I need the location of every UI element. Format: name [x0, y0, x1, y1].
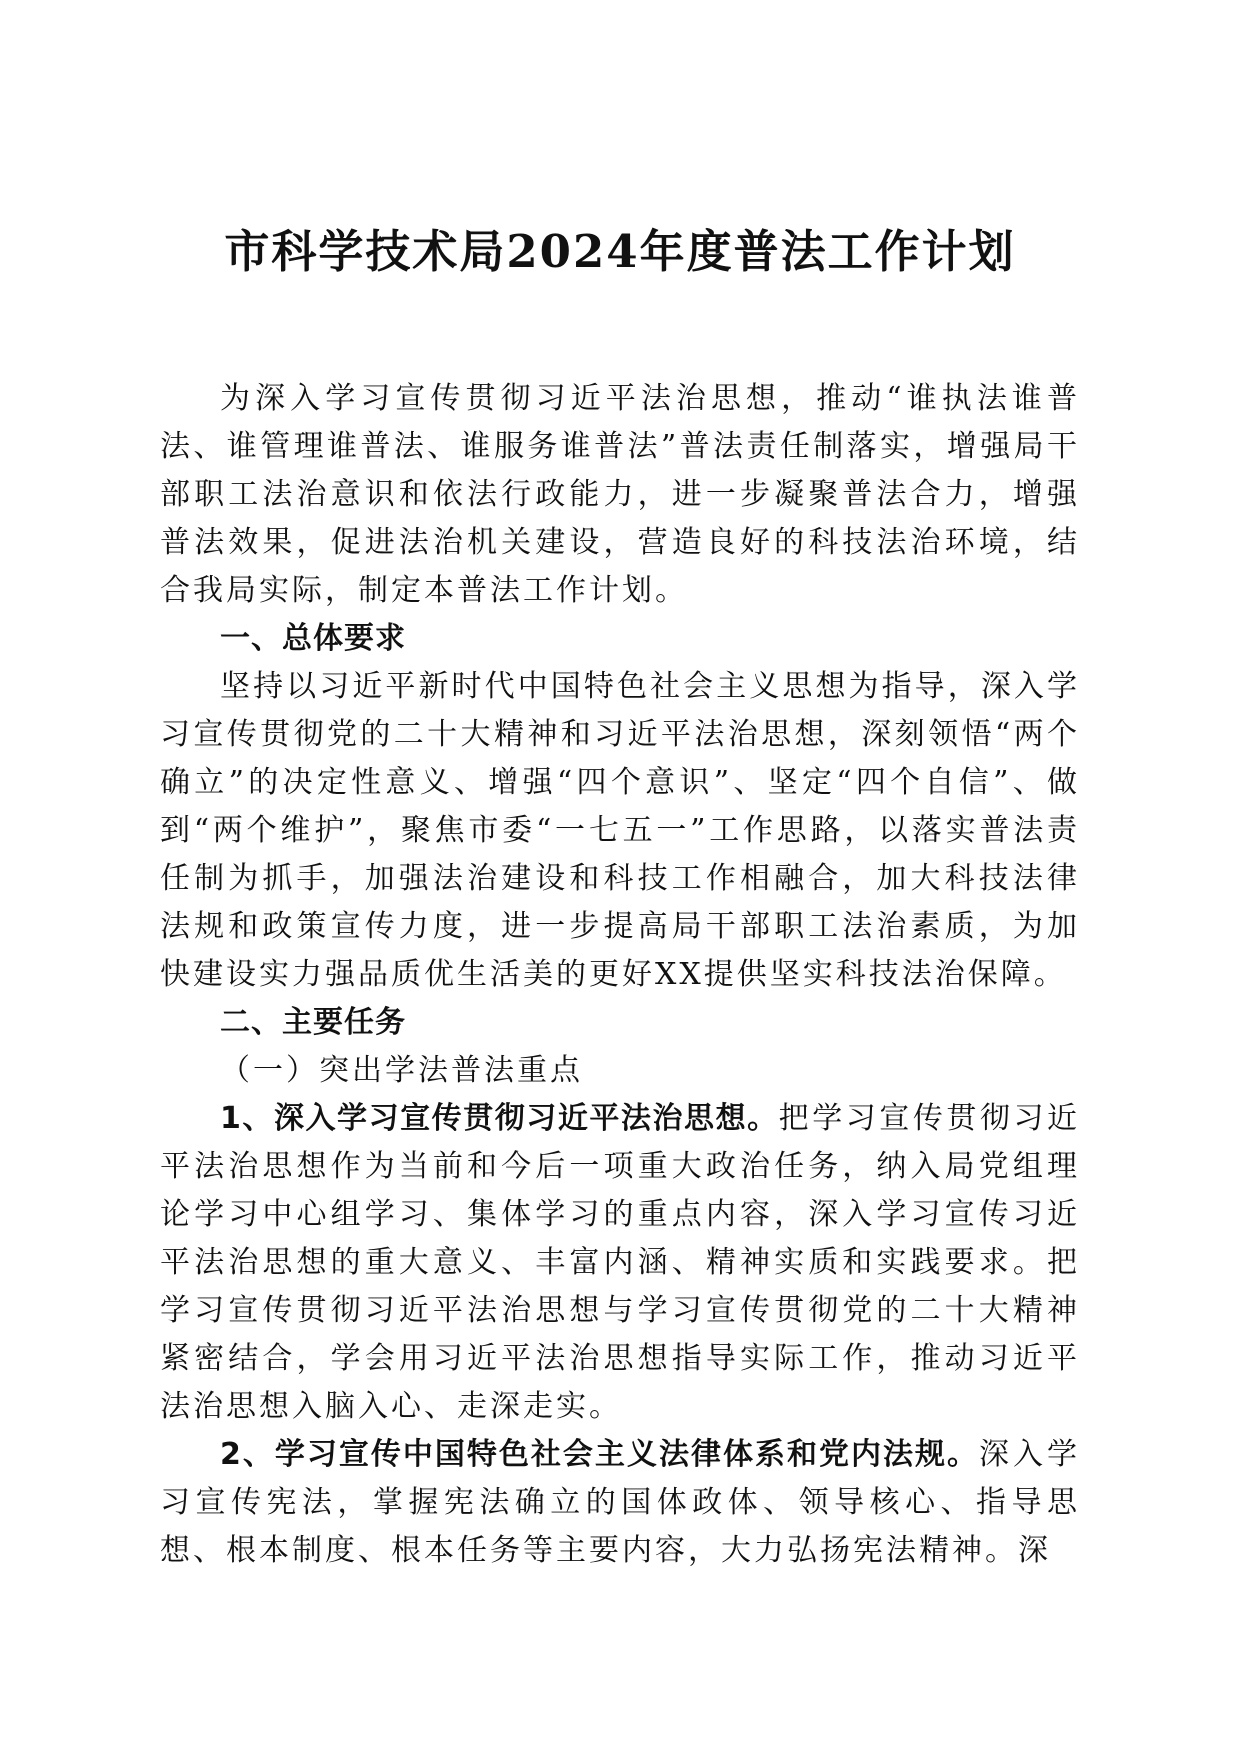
document-body — [160, 375, 1080, 1575]
section-heading-general-requirements: 一、总体要求 — [220, 621, 406, 656]
document-title: 市科学技术局2024年度普法工作计划 — [224, 225, 1016, 278]
task-item-1-body: 把学习宣传贯彻习近平法治思想作为当前和今后一项重大政治任务，纳入局党组理论学习中心组学习、集体学习的重点内容，深入学习宣传习近平法治思想的重大意义、丰富内涵、精神实质和实践要求。把学习宣传贯彻习近平法治思想与学习宣传贯彻党的二十大精神紧密结合，学会用习近平法治思想指导实际工作，推动习近平法治思想入脑入心、走深走实。 — [160, 1101, 1081, 1424]
subsection-heading-key-points: （一）突出学法普法重点 — [220, 1053, 583, 1088]
section-heading-main-tasks: 二、主要任务 — [220, 1005, 406, 1040]
task-item-2-body: 深入学习宣传宪法，掌握宪法确立的国体政体、领导核心、指导思想、根本制度、根本任务等主要内容，大力弘扬宪法精神。深 — [160, 1437, 1081, 1568]
task-item-2-lead: 2、学习宣传中国特色社会主义法律体系和党内法规。 — [220, 1437, 979, 1472]
general-requirements-paragraph: 坚持以习近平新时代中国特色社会主义思想为指导，深入学习宣传贯彻党的二十大精神和习近平法治思想，深刻领悟“两个确立”的决定性意义、增强“四个意识”、坚定“四个自信”、做到“两个维护”，聚焦市委“一七五一”工作思路，以落实普法责任制为抓手，加强法治建设和科技工作相融合，加大科技法律法规和政策宣传力度，进一步提高局干部职工法治素质，为加快建设实力强品质优生活美的更好XX提供坚实科技法治保障。 — [160, 669, 1080, 992]
task-item-2 — [160, 1431, 1080, 1575]
task-item-1-lead: 1、深入学习宣传贯彻习近平法治思想。 — [220, 1101, 779, 1136]
task-item-1 — [160, 1095, 1080, 1431]
intro-paragraph: 为深入学习宣传贯彻习近平法治思想，推动“谁执法谁普法、谁管理谁普法、谁服务谁普法”普法责任制落实，增强局干部职工法治意识和依法行政能力，进一步凝聚普法合力，增强普法效果，促进法治机关建设，营造良好的科技法治环境，结合我局实际，制定本普法工作计划。 — [160, 381, 1080, 608]
